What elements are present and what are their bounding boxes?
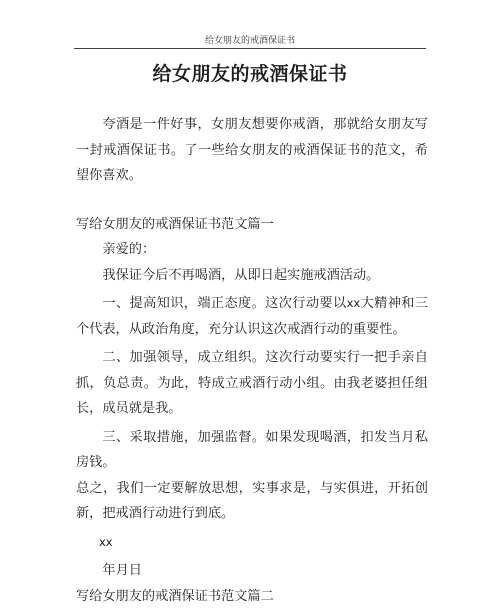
section1-heading: 写给女朋友的戒酒保证书范文篇一 — [76, 212, 428, 238]
point-2-paragraph: 二、加强领导，成立组织。这次行动要实行一把手亲自抓，负总责。为此，特成立戒酒行动小组。由我老婆担任组长，成员就是我。 — [76, 345, 428, 422]
point-3-paragraph: 三、采取措施，加强监督。如果发现喝酒，扣发当月私房钱。 — [76, 425, 428, 476]
point-1-xx: xx — [347, 296, 361, 310]
intro-paragraph: 夸酒是一件好事，女朋友想要你戒酒，那就给女朋友写一封戒酒保证书。了一些给女朋友的戒酒保证书的范文，希望你喜欢。 — [76, 112, 428, 189]
date-line: 年月日 — [76, 558, 428, 584]
salutation: 亲爱的： — [76, 237, 428, 263]
running-header: 给女朋友的戒酒保证书 — [0, 36, 500, 47]
point-1-text-b: 大精神和三个代表，从政治角度，充分认识这次戒酒行动的重要性。 — [76, 296, 428, 337]
document-body — [76, 112, 428, 609]
signature: xx — [76, 530, 428, 556]
point-1-paragraph — [76, 291, 428, 342]
pledge-line: 我保证今后不再喝酒，从即日起实施戒酒活动。 — [76, 263, 428, 289]
section2-heading: 写给女朋友的戒酒保证书范文篇二 — [76, 584, 428, 609]
spacer — [76, 189, 428, 212]
conclusion-paragraph: 总之，我们一定要解放思想，实事求是，与实俱进，开拓创新，把戒酒行动进行到底。 — [76, 476, 428, 527]
header-rule — [74, 48, 426, 49]
point-1-text-a: 一、提高知识，端正态度。这次行动要以 — [102, 296, 346, 311]
document-title: 给女朋友的戒酒保证书 — [0, 60, 500, 88]
